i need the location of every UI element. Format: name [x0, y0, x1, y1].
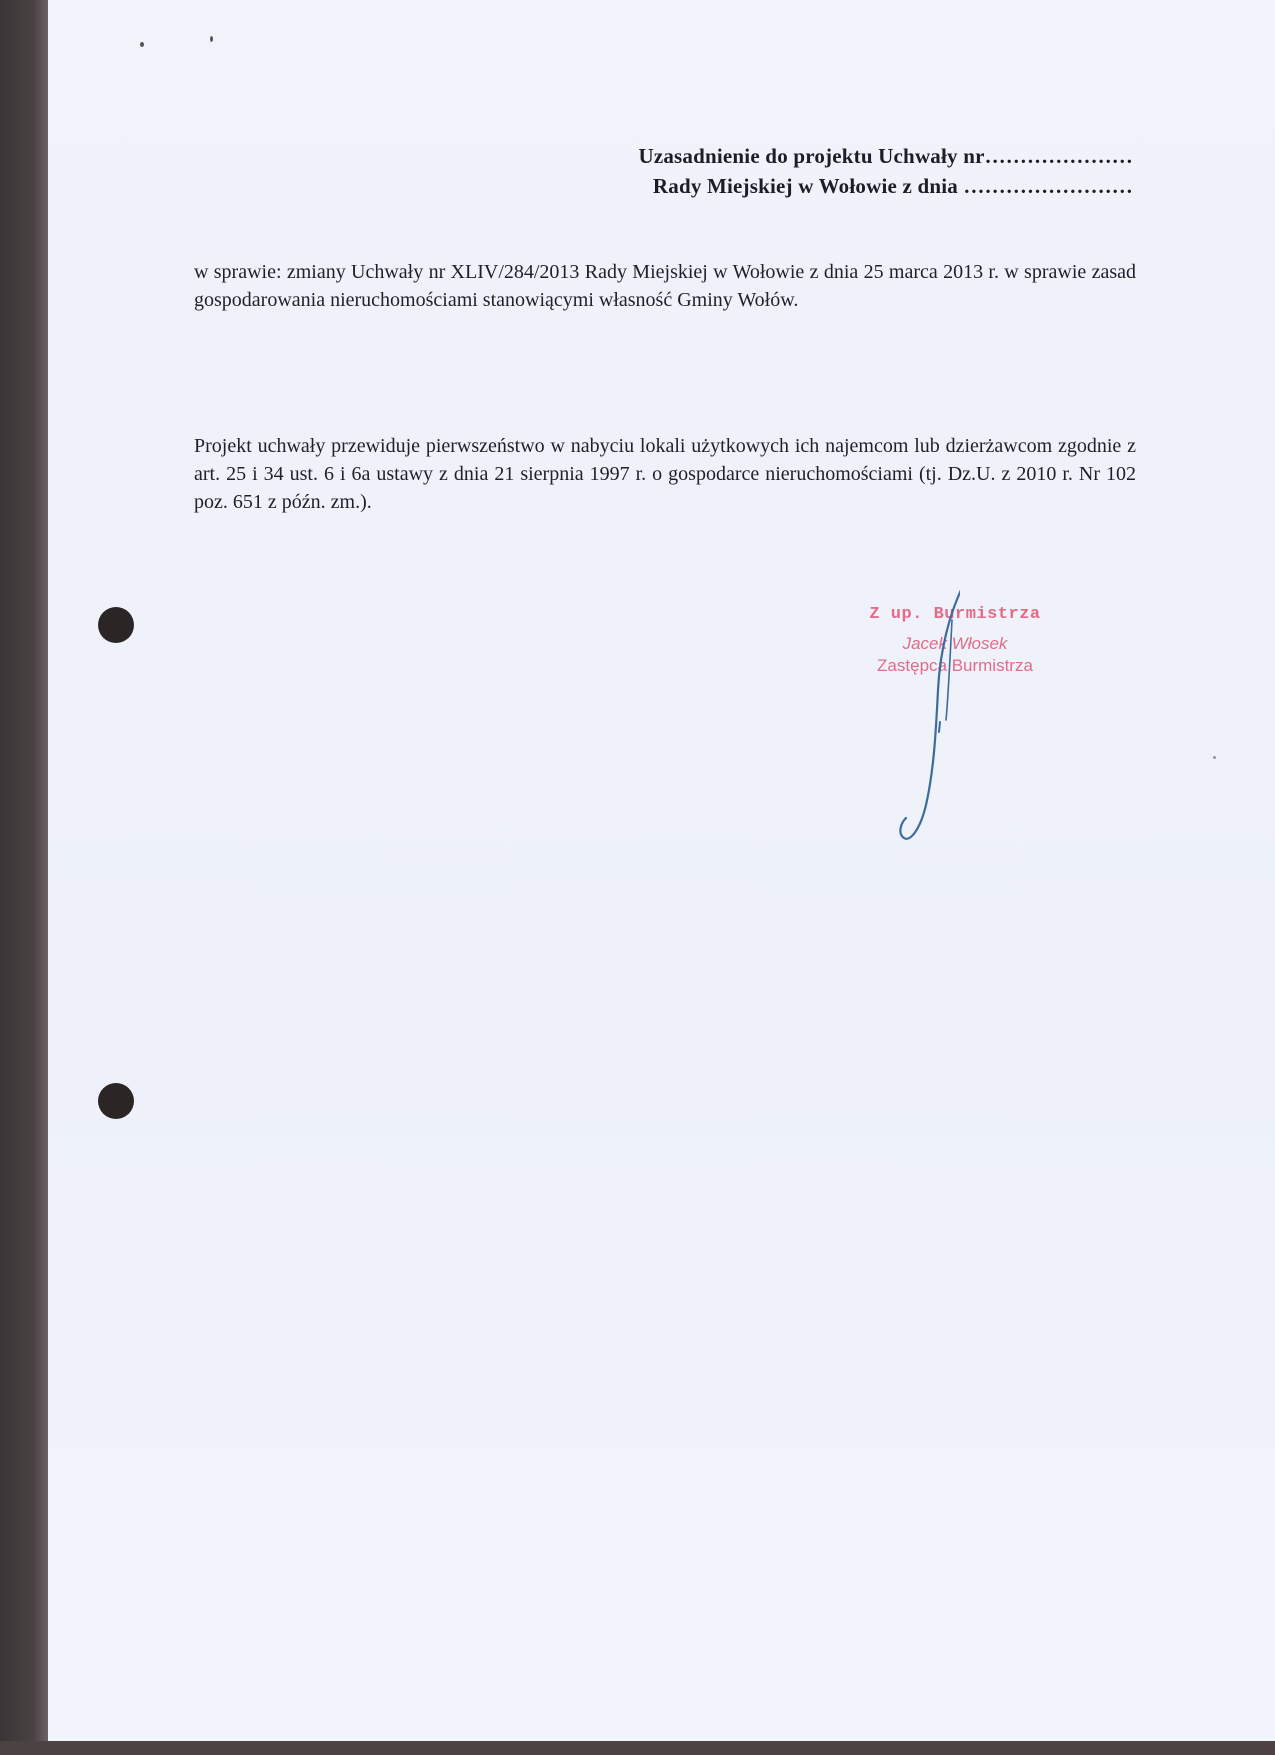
document-title-line-2: Rady Miejskiej w Wołowie z dnia ……………………	[652, 174, 1133, 198]
justification-paragraph: Projekt uchwały przewiduje pierwszeństwo w nabyciu lokali użytkowych ich najemcom lub dzierżawcom zgodnie z art. 25 i 34 ust. 6 i 6a ustawy z dnia 21 sierpnia 1997 r. o gospodarce nieruchomościami (tj. Dz.U. z 2010 r. Nr 102 poz. 651 z późn. zm.).	[194, 435, 1136, 513]
scan-speck	[210, 36, 213, 42]
scan-dark-edge-bottom	[0, 1741, 1275, 1755]
punch-hole-top	[98, 607, 134, 643]
subject-paragraph: w sprawie: zmiany Uchwały nr XLIV/284/2013 Rady Miejskiej w Wołowie z dnia 25 marca 2013 r. w sprawie zasad gospodarowania nieruchomościami stanowiącymi własność Gminy Wołów.	[194, 261, 1136, 311]
punch-hole-bottom	[98, 1083, 134, 1119]
handwritten-signature	[880, 580, 960, 850]
scan-dark-edge-left	[0, 0, 48, 1755]
scan-speck	[140, 42, 144, 47]
stamp-name-line: Jacek Włosek	[902, 634, 1008, 653]
stamp-position-line: Zastępca Burmistrza	[877, 656, 1033, 675]
scan-speck	[1213, 756, 1216, 759]
document-title-line-1: Uzasadnienie do projektu Uchwały nr…………………	[638, 144, 1133, 168]
stamp-authority-line: Z up. Burmistrza	[869, 605, 1041, 624]
